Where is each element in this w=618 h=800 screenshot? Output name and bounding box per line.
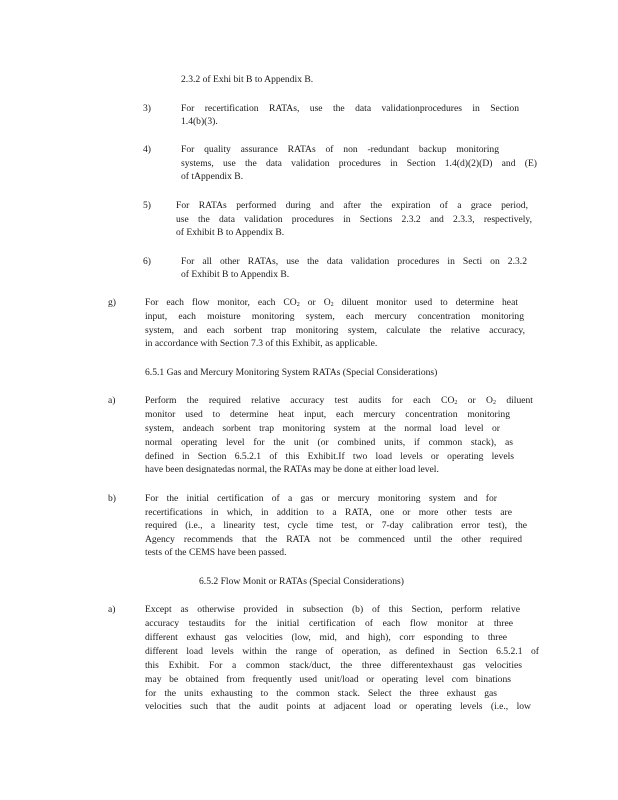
item-a-marker: a) <box>108 604 116 615</box>
item-a-text: velocities such that the audit points at adjacent load or operating levels (i.e., low <box>145 701 531 712</box>
item-4-text: For quality assurance RATAs of non -redundant backup monitoring <box>181 144 499 155</box>
item-b-text: Agency recommends that the RATA not be commenced until the other required <box>145 534 522 545</box>
item-5-text: use the data validation procedures in Sections 2.3.2 and 2.3.3, respectively, <box>176 214 532 225</box>
item-a-text: monitor used to determine heat input, each mercury concentration monitoring <box>145 409 510 420</box>
item-continuation-line: 2.3.2 of Exhi bit B to Appendix B. <box>181 74 314 85</box>
item-g-text: input, each moisture monitoring system, each mercury concentration monitoring <box>145 311 524 322</box>
item-a-text: normal operating level for the unit (or combined units, if common stack), as <box>145 437 513 448</box>
item-5-text: of Exhibit B to Appendix B. <box>176 227 285 238</box>
item-a-marker: a) <box>108 395 116 406</box>
item-a-text: this Exhibit. For a common stack/duct, the three differentexhaust gas velocities <box>145 660 522 671</box>
item-5-marker: 5) <box>143 200 151 211</box>
subscript-2: 2 <box>454 400 458 406</box>
item-g-text: system, and each sorbent trap monitoring system, calculate the relative accuracy, <box>145 325 525 336</box>
item-6-text: For all other RATAs, use the data validation procedures in Secti on 2.3.2 <box>181 256 527 267</box>
item-b-marker: b) <box>108 493 116 504</box>
item-4-text: systems, use the data validation procedures in Section 1.4(d)(2)(D) and (E) <box>181 158 537 169</box>
item-a-text: different load levels within the range of operation, as defined in Section 6.5.2.1 of <box>145 646 539 657</box>
item-a-text: different exhaust gas velocities (low, mid, and high), corr esponding to three <box>145 632 507 643</box>
item-6-text: of Exhibit B to Appendix B. <box>181 269 290 280</box>
item-g-marker: g) <box>108 297 116 308</box>
item-a-text: have been designatedas normal, the RATAs may be done at either load level. <box>145 464 439 475</box>
item-b-text: For the initial certification of a gas or mercury monitoring system and for <box>145 493 497 504</box>
item-g-text: For each flow monitor, each $CO_2$ or $O_2$ diluent monitor used to determine heat <box>145 297 518 308</box>
item-4-text: of tAppendix B. <box>181 171 244 182</box>
section-heading-6-5-2: 6.5.2 Flow Monit or RATAs (Special Considerations) <box>199 576 404 587</box>
item-b-text: recertifications in which, in addition to a RATA, one or more other tests are <box>145 507 512 518</box>
subscript-2: 2 <box>330 302 334 308</box>
item-3-text: 1.4(b)(3). <box>181 116 218 127</box>
item-6-marker: 6) <box>143 256 151 267</box>
item-3-text: For recertification RATAs, use the data validationprocedures in Section <box>181 103 519 114</box>
item-b-text: required (i.e., a linearity test, cycle time test, or 7-day calibration error test), the <box>145 520 527 531</box>
item-a-text: system, andeach sorbent trap monitoring system at the normal load level or <box>145 423 500 434</box>
item-g-text: in accordance with Section 7.3 of this Exhibit, as applicable. <box>145 338 378 349</box>
subscript-2: 2 <box>296 302 300 308</box>
subscript-2: 2 <box>492 400 496 406</box>
item-a-text: Except as otherwise provided in subsection (b) of this Section, perform relative <box>145 604 520 615</box>
item-4-marker: 4) <box>143 144 151 155</box>
item-a-text: may be obtained from frequently used unit/load or operating level com binations <box>145 674 511 685</box>
section-heading-6-5-1: 6.5.1 Gas and Mercury Monitoring System RATAs (Special Considerations) <box>145 367 438 378</box>
item-a-text: for the units exhausting to the common stack. Select the three exhaust gas <box>145 688 497 699</box>
item-5-text: For RATAs performed during and after the expiration of a grace period, <box>176 200 528 211</box>
item-a-text: accuracy testaudits for the initial certification of each flow monitor at three <box>145 618 513 629</box>
item-a-text: defined in Section 6.5.2.1 of this Exhibit.If two load levels or operating levels <box>145 451 514 462</box>
item-3-marker: 3) <box>143 103 151 114</box>
item-b-text: tests of the CEMS have been passed. <box>145 547 287 558</box>
item-a-text: Perform the required relative accuracy test audits for each $CO_2$ or $O_2$ diluent <box>145 395 533 406</box>
